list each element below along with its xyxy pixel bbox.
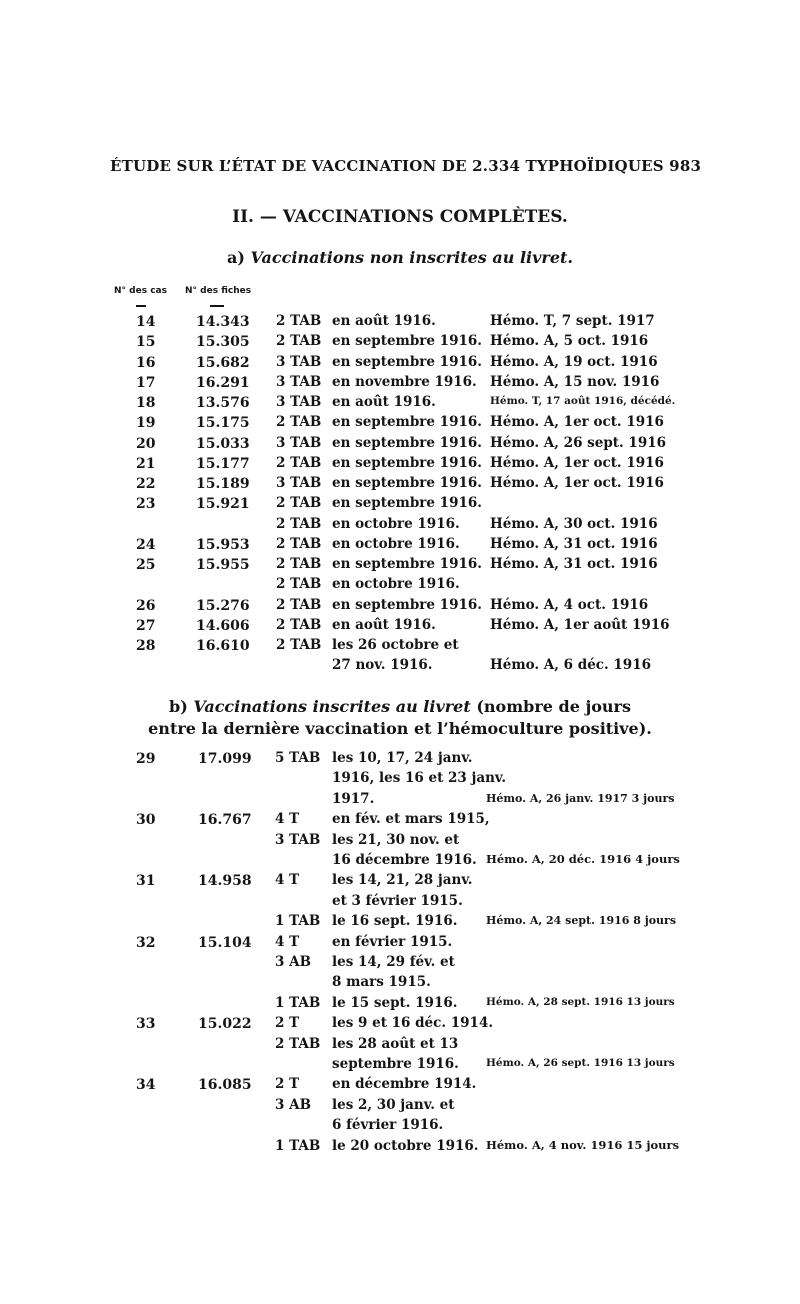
vaccination-date: en octobre 1916. (332, 576, 460, 593)
case-number: 17 (136, 374, 156, 391)
vaccination-date: en septembre 1916. (332, 596, 482, 613)
vaccine-dose: 3 TAB (276, 394, 322, 410)
vaccine-dose: 3 TAB (275, 831, 321, 848)
hemoculture-result: Hémo. A, 1er oct. 1916 (490, 454, 664, 471)
vaccine-dose: 5 TAB (275, 750, 321, 766)
subsection-a-heading (0, 248, 800, 267)
fiche-number: 15.682 (196, 354, 250, 371)
vaccine-dose: 2 TAB (276, 515, 322, 532)
vaccination-date: 1917. (332, 790, 375, 807)
vaccination-date: les 21, 30 nov. et (332, 831, 460, 848)
vaccine-dose: 2 TAB (276, 333, 322, 350)
hemoculture-result: Hémo. A, 31 oct. 1916 (490, 556, 658, 572)
vaccination-date: les 10, 17, 24 janv. (332, 750, 473, 766)
vaccination-date: en septembre 1916. (332, 454, 482, 471)
vaccination-date: 8 mars 1915. (332, 974, 431, 991)
vaccination-date: en décembre 1914. (332, 1076, 477, 1093)
subsection-b-note-1: (nombre de jours (476, 697, 631, 716)
fiche-number: 15.955 (196, 557, 250, 573)
vaccination-date: le 15 sept. 1916. (332, 994, 458, 1011)
fiche-number: 15.104 (198, 934, 252, 951)
fiche-number: 15.022 (198, 1016, 252, 1033)
case-number: 24 (136, 536, 156, 553)
fiche-number: 15.175 (196, 415, 250, 432)
vaccination-date: en septembre 1916. (332, 353, 482, 370)
fiche-number: 17.099 (198, 751, 252, 767)
hemoculture-result: Hémo. A, 28 sept. 1916 13 jours (486, 995, 675, 1008)
case-number: 19 (136, 415, 156, 432)
hemoculture-result: Hémo. A, 1er oct. 1916 (490, 475, 664, 491)
vaccination-date: 6 février 1916. (332, 1117, 444, 1134)
vaccination-date: en février 1915. (332, 933, 453, 950)
vaccine-dose: 3 AB (275, 954, 311, 970)
vaccine-dose: 2 TAB (276, 313, 322, 329)
vaccine-dose: 2 TAB (276, 454, 322, 471)
vaccination-date: en août 1916. (332, 394, 436, 410)
hemoculture-result: Hémo. A, 19 oct. 1916 (490, 353, 658, 370)
vaccination-date: les 2, 30 janv. et (332, 1096, 455, 1113)
hemoculture-result: Hémo. A, 26 sept. 1916 13 jours (486, 1057, 675, 1069)
fiche-number: 15.305 (196, 334, 250, 351)
fiche-number: 15.189 (196, 476, 250, 492)
fiche-number: 13.576 (196, 395, 250, 411)
case-number: 28 (136, 638, 156, 654)
hemoculture-result: Hémo. A, 4 oct. 1916 (490, 596, 649, 613)
fiche-number: 16.291 (196, 374, 250, 391)
vaccine-dose: 2 TAB (276, 596, 322, 613)
vaccination-date: le 20 octobre 1916. (332, 1137, 479, 1154)
vaccination-date: le 16 sept. 1916. (332, 913, 458, 930)
case-number: 16 (136, 354, 156, 371)
hemoculture-result: Hémo. A, 26 sept. 1916 (490, 434, 666, 451)
fiche-number: 16.085 (198, 1077, 252, 1094)
subsection-b-title: Vaccinations inscrites au livret (193, 697, 471, 716)
vaccine-dose: 4 T (275, 933, 300, 950)
case-number: 15 (136, 334, 156, 351)
vaccination-date: les 14, 29 fév. et (332, 954, 455, 970)
vaccine-dose: 4 T (275, 872, 300, 889)
vaccine-dose: 3 TAB (276, 475, 322, 491)
vaccine-dose: 2 TAB (276, 535, 322, 552)
vaccination-date: 27 nov. 1916. (332, 657, 433, 674)
fiche-number: 15.177 (196, 455, 250, 472)
fiche-number: 14.958 (198, 873, 252, 890)
fiche-number: 15.953 (196, 536, 250, 553)
case-number: 23 (136, 496, 156, 513)
vaccination-date: les 26 octobre et (332, 637, 459, 653)
vaccination-date: en octobre 1916. (332, 535, 460, 552)
subsection-a-title: Vaccinations non inscrites au livret. (250, 248, 573, 267)
case-number: 27 (136, 617, 156, 634)
fiche-number: 15.033 (196, 435, 250, 452)
vaccination-date: en septembre 1916. (332, 434, 482, 451)
vaccination-date: en septembre 1916. (332, 414, 482, 431)
subsection-b-note-2: entre la dernière vaccination et l’hémoculture positive). (148, 719, 652, 738)
case-number: 20 (136, 435, 156, 452)
vaccination-date: en septembre 1916. (332, 333, 482, 350)
vaccine-dose: 2 TAB (275, 1035, 321, 1052)
vaccination-date: les 9 et 16 déc. 1914. (332, 1015, 494, 1032)
vaccination-date: en septembre 1916. (332, 495, 482, 512)
case-number: 32 (136, 934, 156, 951)
case-number: 30 (136, 812, 156, 829)
vaccine-dose: 2 TAB (276, 495, 322, 512)
vaccination-date: en août 1916. (332, 616, 436, 633)
vaccine-dose: 2 TAB (276, 414, 322, 431)
vaccine-dose: 2 TAB (276, 576, 322, 593)
vaccination-date: 16 décembre 1916. (332, 852, 477, 868)
vaccine-dose: 3 TAB (276, 373, 322, 390)
hemoculture-result: Hémo. A, 15 nov. 1916 (490, 373, 660, 390)
hemoculture-result: Hémo. A, 1er août 1916 (490, 616, 670, 633)
hemoculture-result: Hémo. T, 17 août 1916, décédé. (490, 395, 676, 407)
vaccination-date: les 28 août et 13 (332, 1035, 459, 1052)
vaccine-dose: 2 TAB (276, 556, 322, 572)
vaccine-dose: 3 TAB (276, 434, 322, 451)
vaccination-date: en octobre 1916. (332, 515, 460, 532)
fiche-number: 16.767 (198, 812, 252, 829)
vaccine-dose: 2 T (275, 1076, 300, 1093)
vaccination-date: les 14, 21, 28 janv. (332, 872, 473, 889)
vaccine-dose: 2 TAB (276, 637, 322, 653)
column-header-fiches-rule (210, 305, 224, 307)
vaccine-dose: 3 TAB (276, 353, 322, 370)
vaccine-dose: 2 TAB (276, 616, 322, 633)
vaccination-date: en novembre 1916. (332, 373, 477, 390)
hemoculture-result: Hémo. A, 26 janv. 1917 3 jours (486, 791, 675, 805)
vaccine-dose: 4 T (275, 811, 300, 828)
vaccine-dose: 1 TAB (275, 1137, 321, 1154)
vaccination-date: en septembre 1916. (332, 556, 482, 572)
vaccination-date: en septembre 1916. (332, 475, 482, 491)
vaccine-dose: 3 AB (275, 1096, 311, 1113)
hemoculture-result: Hémo. A, 5 oct. 1916 (490, 333, 649, 350)
case-number: 26 (136, 597, 156, 614)
case-number: 33 (136, 1016, 156, 1033)
hemoculture-result: Hémo. A, 24 sept. 1916 8 jours (486, 914, 677, 928)
hemoculture-result: Hémo. A, 6 déc. 1916 (490, 657, 651, 674)
vaccine-dose: 1 TAB (275, 994, 321, 1011)
subsection-b-label: b) (169, 697, 188, 716)
hemoculture-result: Hémo. A, 31 oct. 1916 (490, 535, 658, 552)
vaccine-dose: 2 T (275, 1015, 300, 1032)
hemoculture-result: Hémo. A, 1er oct. 1916 (490, 414, 664, 431)
vaccination-date: septembre 1916. (332, 1056, 459, 1072)
vaccination-date: en août 1916. (332, 313, 436, 329)
case-number: 14 (136, 314, 156, 330)
vaccination-date: 1916, les 16 et 23 janv. (332, 770, 507, 787)
case-number: 29 (136, 751, 156, 767)
hemoculture-result: Hémo. A, 30 oct. 1916 (490, 515, 658, 532)
vaccination-date: en fév. et mars 1915, (332, 811, 490, 828)
fiche-number: 14.606 (196, 617, 250, 634)
fiche-number: 14.343 (196, 314, 250, 330)
fiche-number: 16.610 (196, 638, 250, 654)
hemoculture-result: Hémo. T, 7 sept. 1917 (490, 313, 655, 329)
column-header-cas-rule (136, 305, 146, 307)
case-number: 34 (136, 1077, 156, 1094)
case-number: 31 (136, 873, 156, 890)
column-header-cas: N° des cas (114, 286, 167, 296)
section-title: II. — VACCINATIONS COMPLÈTES. (232, 207, 568, 227)
vaccination-date: et 3 février 1915. (332, 892, 463, 909)
column-header-fiches: N° des fiches (185, 286, 252, 296)
fiche-number: 15.276 (196, 597, 250, 614)
case-number: 22 (136, 476, 156, 492)
case-number: 21 (136, 455, 156, 472)
hemoculture-result: Hémo. A, 4 nov. 1916 15 jours (486, 1137, 680, 1152)
case-number: 25 (136, 557, 156, 573)
running-head: ÉTUDE SUR L’ÉTAT DE VACCINATION DE 2.334 TYPHOÏDIQUES 983 (110, 157, 702, 175)
subsection-b-heading (0, 697, 800, 716)
hemoculture-result: Hémo. A, 20 déc. 1916 4 jours (486, 852, 680, 866)
case-number: 18 (136, 395, 156, 411)
subsection-a-label: a) (227, 248, 245, 267)
fiche-number: 15.921 (196, 496, 250, 513)
vaccine-dose: 1 TAB (275, 913, 321, 930)
